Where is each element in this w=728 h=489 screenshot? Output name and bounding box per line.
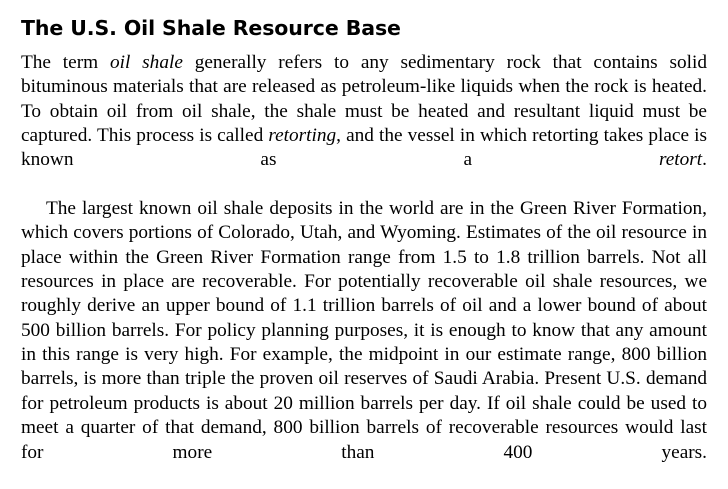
- document-body: [21, 51, 707, 489]
- emphasized-term: oil shale: [109, 52, 183, 73]
- body-paragraph: The largest known oil shale deposits in the world are in the Green River Formation, which covers portions of Colorado, Utah, and Wyoming. Estimates of the oil resource in place within the Green River Formation range from 1.5 to 1.8 trillion barrels. Not all resources in place are recoverable. For potentially recoverable oil shale resources, we roughly derive an upper bound of 1.1 trillion barrels of oil and a lower bound of about 500 billion barrels. For policy planning purposes, it is enough to know that any amount in this range is very high. For example, the midpoint in our estimate range, 800 billion barrels, is more than triple the proven oil reserves of Saudi Arabia. Present U.S. demand for petroleum products is about 20 million barrels per day. If oil shale could be used to meet a quarter of that demand, 800 billion barrels of recoverable resources would last for more than 400 years.: [21, 198, 707, 463]
- body-paragraph: The term oil shale generally refers to any sedimentary rock that contains solid bituminous materials that are released as petroleum-like liquids when the rock is heated. To obtain oil from oil shale, the shale must be heated and resultant liquid must be captured. This process is called retorting, and the vessel in which retorting takes place is known as a retort.: [21, 52, 707, 171]
- emphasized-term: retorting: [268, 125, 337, 147]
- emphasized-term: retort: [658, 149, 703, 171]
- page-title: The U.S. Oil Shale Resource Base: [21, 16, 401, 40]
